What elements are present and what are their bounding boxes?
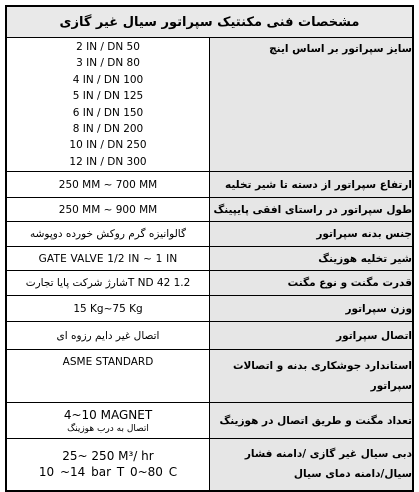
size-values xyxy=(6,38,210,172)
row-value: گالوانیزه گرم روکش خورده دوپوشه xyxy=(6,222,210,247)
row-value xyxy=(6,403,210,439)
table-title: مشخصات فنی مکنتیک سپراتور سیال غیر گازی xyxy=(6,6,413,38)
size-value: 8 IN / DN 200 xyxy=(72,122,144,135)
size-value: 10 IN / DN 250 xyxy=(69,139,147,152)
table-row xyxy=(6,222,413,247)
magnet-attachment: اتصال به درب هوزینگ xyxy=(67,423,149,434)
row-value: 250 MM ~ 700 MM xyxy=(6,172,210,198)
table-row xyxy=(6,403,413,439)
row-label: اتصال سپراتور xyxy=(210,322,414,350)
table-row xyxy=(6,271,413,296)
row-value: اتصال غیر دایم رزوه ای xyxy=(6,322,210,350)
size-value: 6 IN / DN 150 xyxy=(72,106,144,119)
row-value: 15 Kg~75 Kg xyxy=(6,296,210,322)
row-label: شیر تخلیه هوزینگ xyxy=(210,247,414,271)
row-value: 250 MM ~ 900 MM xyxy=(6,198,210,222)
table-title-row xyxy=(6,6,413,38)
magnet-count: 4~10 MAGNET xyxy=(63,407,153,422)
row-label: قدرت مگنت و نوع مگنت xyxy=(210,271,414,296)
table-row xyxy=(6,38,413,172)
table-row xyxy=(6,350,413,403)
size-value: 2 IN / DN 50 xyxy=(76,40,140,53)
spec-table xyxy=(5,5,414,492)
row-label: جنس بدنه سپراتور xyxy=(210,222,414,247)
table-row xyxy=(6,172,413,198)
table-row xyxy=(6,296,413,322)
table-row xyxy=(6,322,413,350)
pressure-temperature: 10 ~14 bar T 0~80 C xyxy=(38,465,178,480)
size-value: 3 IN / DN 80 xyxy=(76,57,140,70)
row-label: وزن سپراتور xyxy=(210,296,414,322)
row-label: طول سپراتور در راستای افقی پایپینگ xyxy=(210,198,414,222)
table-row xyxy=(6,198,413,222)
size-value: 12 IN / DN 300 xyxy=(69,155,147,168)
row-label: تعداد مگنت و طریق اتصال در هوزینگ xyxy=(210,403,414,439)
row-value: ASME STANDARD xyxy=(6,350,210,403)
row-label: استاندارد جوشکاری بدنه و اتصالات سپراتور xyxy=(210,350,414,403)
row-label: ارتفاع سپراتور از دسته تا شیر تخلیه xyxy=(210,172,414,198)
flow-rate: 25~ 250 M³/ hr xyxy=(62,449,154,464)
size-value: 4 IN / DN 100 xyxy=(72,73,144,86)
row-label: سایز سپراتور بر اساس اینچ xyxy=(210,38,414,172)
row-value xyxy=(6,439,210,491)
row-value: GATE VALVE 1/2 IN ~ 1 IN xyxy=(6,247,210,271)
table-row xyxy=(6,247,413,271)
row-value: 1.2 T ND 42شارژ شرکت پایا تجارت xyxy=(6,271,210,296)
row-label: دبی سیال غیر گازی /دامنه فشار سیال/دامنه دمای سیال xyxy=(210,439,414,491)
size-value: 5 IN / DN 125 xyxy=(72,90,144,103)
table-row xyxy=(6,439,413,491)
